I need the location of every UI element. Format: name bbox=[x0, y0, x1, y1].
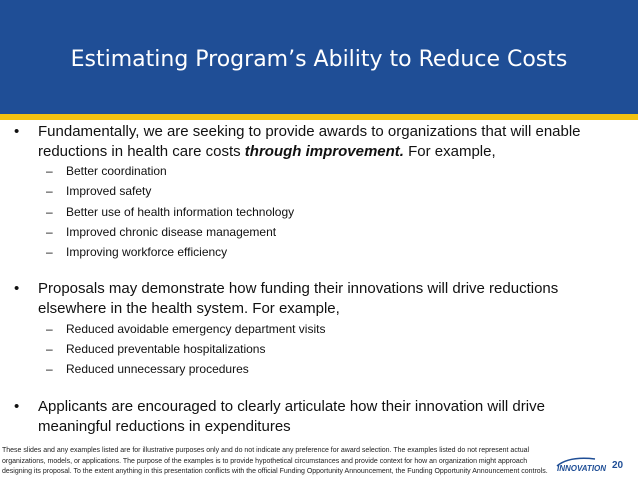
bullet-2-line-2: elsewhere in the health system. For example, bbox=[38, 300, 340, 317]
bullet-1-line-1: Fundamentally, we are seeking to provide awards to organizations that will enable bbox=[38, 123, 581, 140]
bullet-2-line-1: Proposals may demonstrate how funding their innovations will drive reductions bbox=[38, 280, 559, 297]
innovation-logo bbox=[555, 456, 609, 474]
logo-text: INNOVATION bbox=[557, 464, 607, 473]
bullet-3-line-2: meaningful reductions in expenditures bbox=[38, 418, 291, 435]
emphasis-text: through improvement. bbox=[244, 143, 404, 160]
disclaimer-text: These slides and any examples listed are for illustrative purposes only and do not indicate any preference for award selection. The examples listed do not represent actual organizations, models, or applications. The purpose of the examples is to provide hypothetical circumstances and provide context for how an organization might approach designing its proposal. To the extent anything in this presentation conflicts with the official Funding Opportunity Announcement, the Funding Opportunity Announcement controls. bbox=[2, 447, 548, 475]
slide-header bbox=[0, 0, 638, 120]
slide-title: Estimating Program’s Ability to Reduce Costs bbox=[70, 47, 568, 72]
bullet-1-line-2: reductions in health care costs through improvement. For example, bbox=[38, 143, 496, 160]
bullet-3-line-1: Applicants are encouraged to clearly articulate how their innovation will drive bbox=[38, 398, 545, 415]
bullet-marker: • bbox=[14, 123, 20, 140]
page-number: 20 bbox=[612, 460, 624, 471]
bullet-marker: • bbox=[14, 398, 20, 415]
bullet-marker: • bbox=[14, 280, 20, 297]
